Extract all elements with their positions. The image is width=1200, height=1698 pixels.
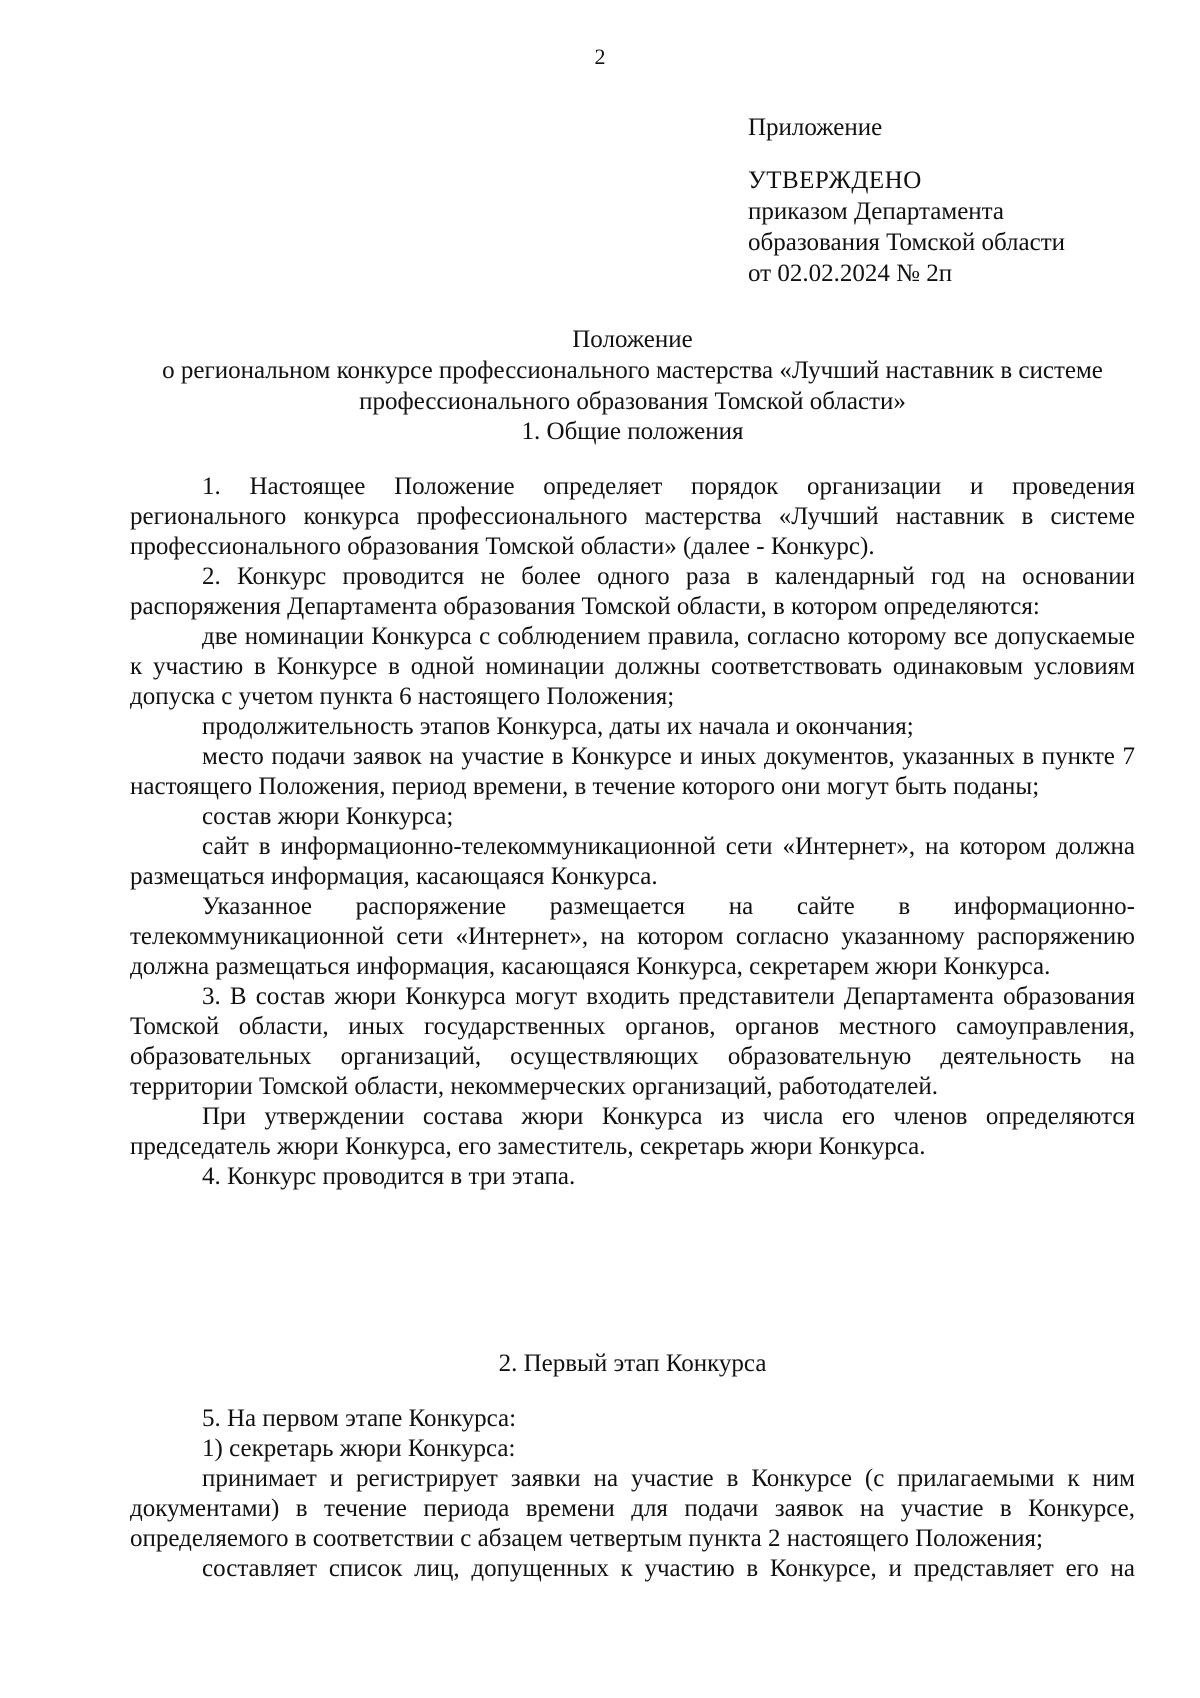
paragraph: Указанное распоряжение размещается на сайте в информационно-телекоммуникационной сети «Интернет», на котором согласно указанному распоряжению должна размещаться информация, касающаяся Конкурса, секретарем жюри Конкурса. [130, 893, 1135, 980]
approved-stamp-text: УТВЕРЖДЕНО [748, 167, 922, 194]
paragraph: две номинации Конкурса с соблюдением правила, согласно которому все допускаемые к участию в Конкурсе в одной номинации должны соответствовать одинаковым условиям допуска с учетом пункта 6 настоящего Положения; [130, 623, 1135, 710]
approval-line-2: образования Томской области [748, 229, 1066, 256]
section-2-body [130, 1404, 1135, 1584]
paragraph: принимает и регистрирует заявки на участие в Конкурсе (с прилагаемыми к ним документами) в течение периода времени для подачи заявок на участие в Конкурсе, определяемого в соответствии с абзацем четвертым пункта 2 настоящего Положения; [130, 1465, 1135, 1552]
page-number: 2 [594, 44, 606, 69]
paragraph: При утверждении состава жюри Конкурса из числа его членов определяются председатель жюри Конкурса, его заместитель, секретарь жюри Конкурса. [130, 1103, 1135, 1160]
paragraph: 4. Конкурс проводится в три этапа. [202, 1163, 576, 1190]
document-title [110, 324, 1155, 417]
paragraph: 3. В состав жюри Конкурса могут входить представители Департамента образования Томской области, иных государственных органов, органов местного самоуправления, образовательных организаций, осуществляющих образовательную деятельность на территории Томской области, некоммерческих организаций, работодателей. [130, 983, 1135, 1100]
appendix-label: Приложение [748, 114, 883, 141]
title-line-2: о региональном конкурсе профессионального мастерства «Лучший наставник в системе [162, 357, 1103, 384]
title-line-3: профессионального образования Томской области» [359, 388, 906, 415]
section-1-heading: 1. Общие положения [521, 418, 744, 445]
approval-line-3: от 02.02.2024 № 2п [748, 260, 953, 287]
paragraph: состав жюри Конкурса; [202, 803, 454, 830]
paragraph: 2. Конкурс проводится не более одного раза в календарный год на основании распоряжения Департамента образования Томской области, в котором определяются: [130, 563, 1135, 620]
paragraph: сайт в информационно-телекоммуникационной сети «Интернет», на котором должна размещаться информация, касающаяся Конкурса. [130, 833, 1135, 890]
paragraph: продолжительность этапов Конкурса, даты их начала и окончания; [202, 713, 914, 740]
section-1-body [130, 472, 1135, 1192]
title-line-1: Положение [572, 326, 693, 353]
approval-block [748, 112, 1168, 289]
paragraph: место подачи заявок на участие в Конкурсе и иных документов, указанных в пункте 7 настоящего Положения, период времени, в течение которого они могут быть поданы; [130, 743, 1135, 800]
paragraph: составляет список лиц, допущенных к участию в Конкурсе, и представляет его на [202, 1555, 1135, 1582]
paragraph: 1. Настоящее Положение определяет порядок организации и проведения регионального конкурса профессионального мастерства «Лучший наставник в системе профессионального образования Томской области» (далее - Конкурс). [130, 473, 1135, 560]
section-2-heading: 2. Первый этап Конкурса [498, 1350, 767, 1377]
paragraph: 1) секретарь жюри Конкурса: [202, 1435, 516, 1462]
paragraph: 5. На первом этапе Конкурса: [202, 1405, 517, 1432]
approval-line-1: приказом Департамента [748, 198, 1004, 225]
